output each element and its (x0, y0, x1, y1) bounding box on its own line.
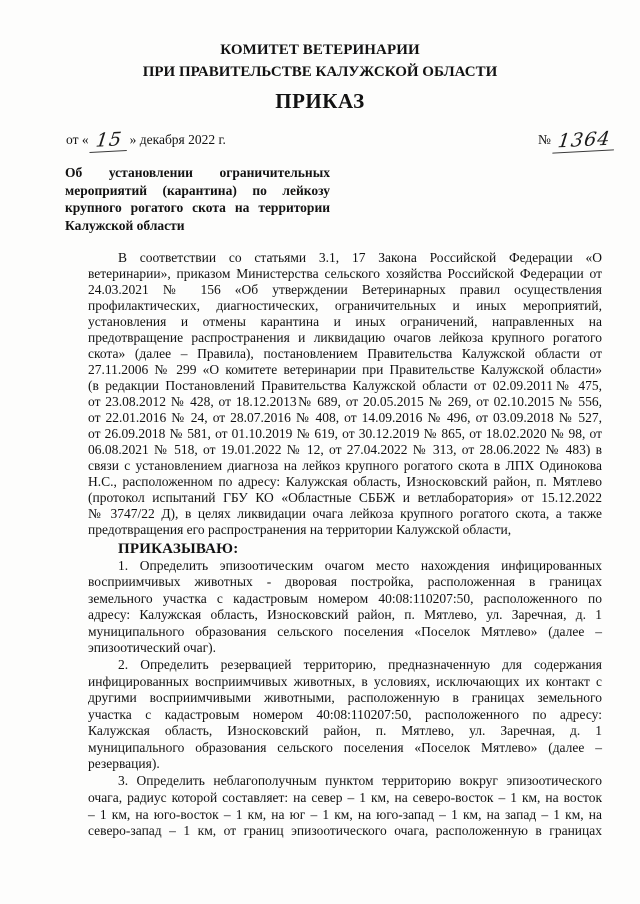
handwritten-day: 15 (89, 128, 129, 153)
preamble-line: (протокол испытаний ГБУ КО «Областные СББЖ и ветлаборатория» от 15.12.2022 (88, 490, 602, 505)
preamble-line: от 22.01.2016 № 24, от 28.07.2016 № 408, от 14.09.2016 № 496, от 03.09.2018 № 527, (88, 410, 602, 425)
preamble-line: связи с установлением диагноза на лейкоз крупного рогатого скота в ЛПХ Одинокова (88, 458, 602, 473)
date-prefix: от « (66, 132, 89, 147)
date-suffix: » декабря 2022 г. (129, 132, 226, 147)
org-name-line-1: КОМИТЕТ ВЕТЕРИНАРИИ (220, 42, 420, 58)
preamble-line: от 26.09.2018 № 581, от 01.10.2019 № 619, от 30.12.2019 № 865, от 18.02.2020 № 98, от (88, 426, 602, 441)
preamble-line: Н.С., расположенном по адресу: Калужская область, Износковский район, п. Мятлево (88, 474, 602, 489)
preamble-line: от 23.08.2012 № 428, от 18.12.2013№ 689, от 20.05.2015 № 269, от 02.10.2015 № 556, (88, 394, 602, 409)
item-2-line: муниципального образования сельского поселения «Поселок Мятлево» (далее – (88, 739, 602, 755)
item-3-line: – 1 км, на юго-восток – 1 км, на юг – 1 км, на юго-запад – 1 км, на запад – 1 км, на (88, 806, 602, 822)
preamble-line: 24.03.2021 № 156 «Об утверждении Ветеринарных правил осуществления (88, 282, 602, 297)
item-3-line: очага, радиус которой составляет: на север – 1 км, на северо-восток – 1 км, на восток (88, 789, 602, 805)
preamble-line: (в редакции Постановлений Правительства Калужской области от 02.09.2011№ 475, (88, 378, 602, 393)
item-2-line: инфицированных восприимчивых животных, в условиях, исключающих их контакт с (88, 673, 602, 689)
item-1-line: восприимчивых животных - дворовая постройка, расположенная в границах (88, 574, 602, 590)
preamble-line: № 3747/22 Д), в целях ликвидации очага лейкоза крупного рогатого скота, а также (88, 506, 602, 521)
order-word-heading: ПРИКАЗЫВАЮ: (118, 541, 239, 557)
order-item-1 (88, 558, 602, 656)
preamble-line: ветеринарии», приказом Министерства сельского хозяйства Российской Федерации от (88, 266, 602, 281)
preamble-line: 06.08.2021 № 518, от 19.01.2022 № 12, от 27.04.2022 № 313, от 28.06.2022 № 483) в (88, 442, 602, 457)
org-name-line-2: ПРИ ПРАВИТЕЛЬСТВЕ КАЛУЖСКОЙ ОБЛАСТИ (142, 64, 498, 80)
item-2-line: Калужская область, Износковский район, п. Мятлево, ул. Заречная, д. 1 (88, 723, 602, 738)
item-1-line: земельного участка с кадастровым номером 40:08:110207:50, расположенного по (88, 590, 602, 606)
preamble-paragraph (88, 250, 602, 538)
item-1-line: эпизоотический очаг). (88, 639, 217, 655)
handwritten-order-number: 1364 (552, 127, 617, 153)
order-date (66, 128, 226, 152)
item-2-line: 2. Определить резервацией территорию, предназначенную для содержания (118, 657, 602, 672)
order-item-2 (88, 657, 602, 773)
preamble-line: предотвращение распространения и ликвидацию очагов лейкоза крупного рогатого (88, 330, 602, 345)
document-type-title: ПРИКАЗ (275, 89, 365, 113)
subject-line: мероприятий (карантина) по лейкозу (65, 182, 330, 198)
item-3-line: 3. Определить неблагополучным пунктом территорию вокруг эпизоотического (118, 773, 602, 788)
order-item-3 (88, 773, 602, 840)
subject-line: Об установлении ограничительных (65, 165, 330, 180)
preamble-line: профилактических, диагностических, ограничительных и иных мероприятий, (88, 298, 602, 313)
number-sign: № (538, 132, 551, 147)
preamble-line: скота» (далее – Правила), постановлением Правительства Калужской области от (88, 346, 602, 361)
preamble-line: 27.11.2006 № 299 «О комитете ветеринарии при Правительстве Калужской области» (88, 362, 602, 377)
item-1-line: 1. Определить эпизоотическим очагом место нахождения инфицированных (118, 558, 602, 573)
item-2-line: участка с кадастровым номером 40:08:110207:50, расположенного по адресу: (88, 706, 602, 722)
subject-line: крупного рогатого скота на территории (65, 200, 330, 216)
preamble-line: В соответствии со статьями 3.1, 17 Закона Российской Федерации «О (118, 250, 602, 265)
item-2-line: резервация). (88, 756, 160, 771)
item-3-line: северо-запад – 1 км, от границ эпизоотического очага, расположенную в границах (88, 823, 602, 839)
item-2-line: другими восприимчивыми животными, расположенную в границах земельного (88, 690, 602, 705)
preamble-line: установления и отмены карантина и иных ограничений, направленных на (88, 314, 602, 329)
preamble-line: предотвращения его распространения на территории Калужской области, (88, 522, 512, 537)
order-number (538, 128, 615, 152)
item-1-line: муниципального образования сельского поселения «Поселок Мятлево» (далее – (88, 623, 602, 639)
subject-line: Калужской области (65, 218, 185, 234)
order-subject (65, 164, 330, 235)
item-1-line: адресу: Калужская область, Износковский район, п. Мятлево, ул. Заречная, д. 1 (88, 607, 602, 623)
